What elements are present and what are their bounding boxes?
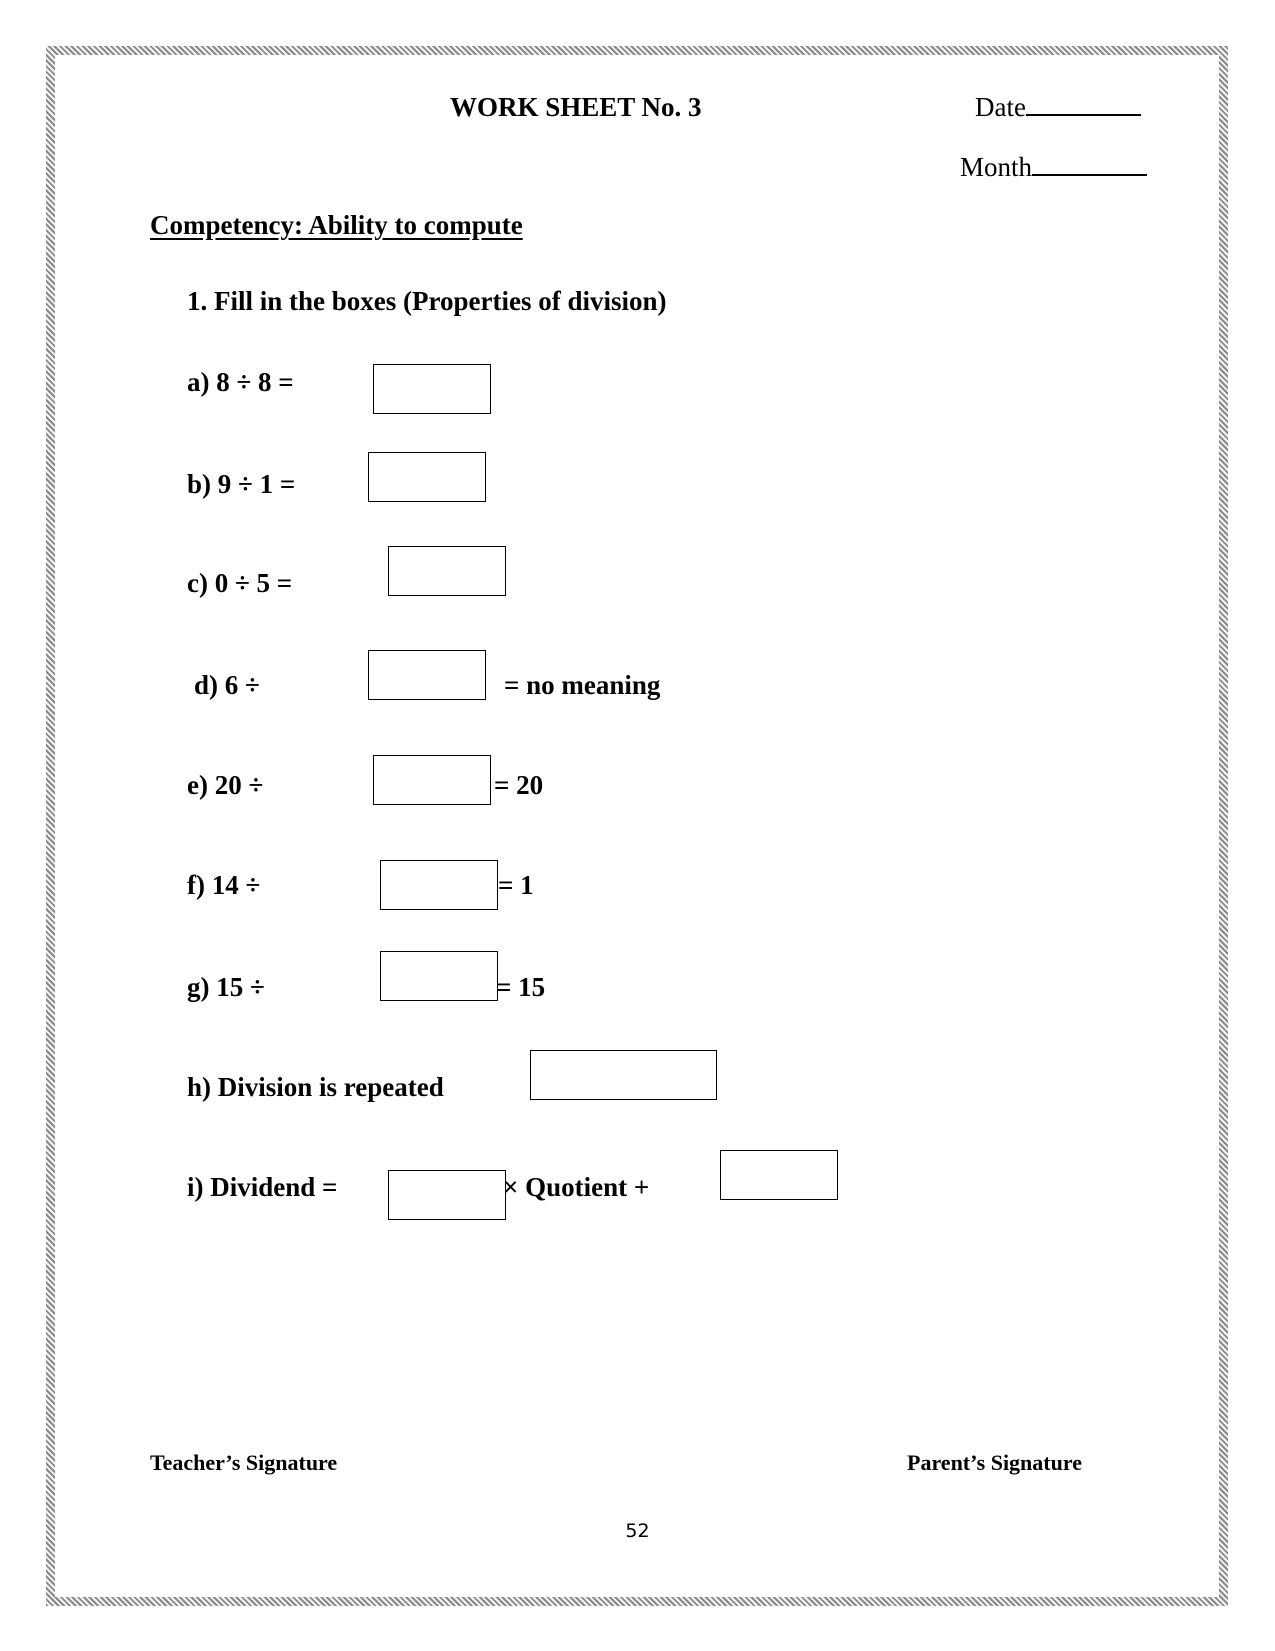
item-c-label: c) 0 ÷ 5 = (187, 568, 293, 598)
item-h-label: h) Division is repeated (187, 1072, 444, 1102)
item-g-answer-box[interactable] (380, 951, 498, 1001)
competency-heading: Competency: Ability to compute (150, 210, 523, 240)
item-g-result: = 15 (496, 972, 546, 1002)
parent-signature-label: Parent’s Signature (907, 1450, 1082, 1475)
item-i-middle: × Quotient + (503, 1172, 650, 1202)
item-f-answer-box[interactable] (380, 860, 498, 910)
question-heading: 1. Fill in the boxes (Properties of division) (187, 286, 667, 316)
item-a-label: a) 8 ÷ 8 = (187, 367, 294, 397)
item-e-result: = 20 (494, 770, 544, 800)
item-c-answer-box[interactable] (388, 546, 506, 596)
month-label: Month (960, 152, 1033, 182)
item-i-remainder-box[interactable] (720, 1150, 838, 1200)
month-line (960, 152, 1147, 183)
item-e-answer-box[interactable] (373, 755, 491, 805)
date-label: Date (975, 92, 1026, 122)
item-f-result: = 1 (498, 870, 534, 900)
item-a-answer-box[interactable] (373, 364, 491, 414)
item-b-answer-box[interactable] (368, 452, 486, 502)
item-g-label: g) 15 ÷ (187, 972, 265, 1002)
worksheet-title: WORK SHEET No. 3 (450, 92, 702, 122)
item-d-answer-box[interactable] (368, 650, 486, 700)
date-blank[interactable] (1026, 92, 1141, 116)
page-border (46, 46, 1228, 1606)
item-f-label: f) 14 ÷ (187, 870, 261, 900)
page-number: 52 (625, 1520, 650, 1542)
item-d-label: d) 6 ÷ (194, 670, 260, 700)
item-e-label: e) 20 ÷ (187, 770, 264, 800)
item-d-result: = no meaning (504, 670, 661, 700)
item-h-answer-box[interactable] (530, 1050, 717, 1100)
item-i-label: i) Dividend = (187, 1172, 338, 1202)
teacher-signature-label: Teacher’s Signature (150, 1450, 338, 1475)
item-i-divisor-box[interactable] (388, 1170, 506, 1220)
item-b-label: b) 9 ÷ 1 = (187, 469, 296, 499)
date-line (975, 92, 1141, 123)
month-blank[interactable] (1032, 152, 1147, 176)
